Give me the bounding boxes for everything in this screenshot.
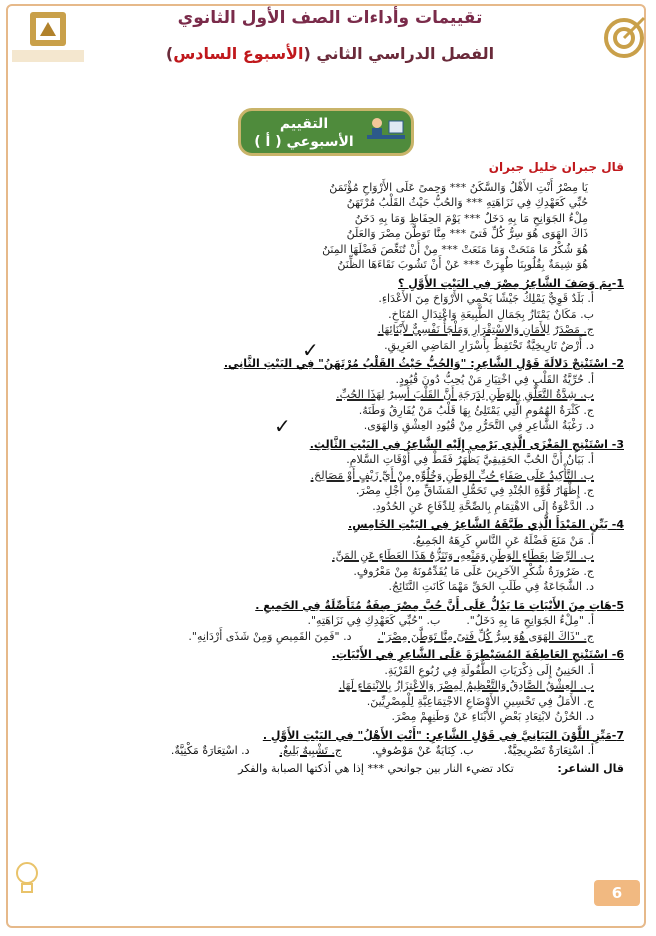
- check-mark-icon: ✓: [274, 414, 291, 438]
- verse-line: هُوَ شِيمَةٌ بِقُلُوبِنَا طُهِرَتْ *** عَنْ أَنْ تَشُوبَ نَقَاءَهَا الظِّنَنُ: [337, 258, 588, 271]
- option: ب. مَكَانٌ يَمْتَازُ بِجَمَالِ الطَّبِيعَةِ وَاعْتِدَالِ المُنَاخِ.: [388, 307, 594, 321]
- closing-quote: قال الشاعر: تكاد تضيء النار بين جوانحي *** إذا هي أذكتها الصبابة والفكر: [238, 761, 624, 775]
- question-7: 7-مَيِّزِ اللَّوْنَ البَيَانِيَّ فِي قَوْلِ الشَّاعِرِ: "أَنْتِ الأَهْلُ" فِي البَيْتِ الأَوَّلِ .: [262, 728, 624, 742]
- option: أ. "مِلْءُ الجَوَانِحِ مَا بِهِ دَخَلٌ".: [466, 614, 594, 627]
- options-row: [14, 629, 624, 645]
- page-header: [0, 0, 656, 90]
- options-row: [14, 613, 624, 629]
- ministry-logo-icon: [8, 6, 88, 68]
- option-selected: ج. مَصْدَرٌ لِلأَمَانِ وَالاسْتِقْرَارِ وَمَلْجَأٌ نَفْسِيٌّ لأَبْنَائِهَا.: [377, 323, 594, 336]
- option-selected: ج. تَشْبِيهٌ بَلِيغٌ.: [279, 744, 342, 757]
- option: د. أَرْضٌ تَارِيخِيَّةٌ تَحْتَفِظُ بِأَسْرَارِ المَاضِي العَرِيقِ.: [384, 338, 594, 352]
- question-5: 5-هَاتِ مِنَ الأَبْيَاتِ مَا يَدُلُّ عَلَى أَنَّ حُبَّ مِصْرَ صِفَةٌ مُتَأَصِّلَةٌ فِي الجَمِيعِ .: [255, 598, 624, 612]
- option: د. "فَمِنَ القَمِيصِ وَمِنْ شَذَى أَرْدَانِهِ".: [188, 629, 352, 643]
- option: ج. إِظْهَارُ قُوَّةِ الجُنْدِ فِي تَحَمُّلِ المَشَاقِّ مِنْ أَجْلِ مِصْرَ.: [355, 484, 594, 497]
- question-1: 1-بِمَ وَصَفَ الشَّاعِرُ مِصْرَ فِي البَيْتِ الأَوَّلِ ؟: [397, 276, 624, 290]
- lightbulb-icon: [14, 860, 40, 900]
- option-selected: ب. التَّأْكِيدُ عَلَى صَفَاءِ حُبِّ الوَطَنِ وَخُلُوِّهِ مِنْ أَيِّ زَيْفٍ أَوْ مَصَالِحَ.: [310, 468, 594, 482]
- option: أ. مَنْ مَنَعَ فَضْلَهُ عَنِ النَّاسِ كَرِهَهُ الجَمِيعُ.: [412, 533, 594, 547]
- desk-student-icon: [363, 113, 409, 153]
- page-number: 6: [594, 880, 640, 906]
- question-6: 6- اسْتَنْتِجِ العَاطِفَةَ المُسَيْطِرَةَ عَلَى الشَّاعِرِ فِي الأَبْيَاتِ.: [331, 648, 624, 661]
- option-selected: ج. "ذَاكَ الهَوَى هُوَ سِرُّ كُلِّ فَتىً مِنَّا تَوَطَّنَ مِصْرَ".: [377, 629, 594, 643]
- option: ج. الأَمَلُ فِي تَحْسِينِ الأَوْضَاعِ الاجْتِمَاعِيَّةِ لِلْمِصْرِيِّينَ.: [366, 694, 594, 708]
- question-2: 2- اسْتَنْتِجْ دَلالَةَ قَوْلِ الشَّاعِرِ: "وَالحُبُّ حَيْثُ القَلْبُ مُرْتَهَنُ" فِي البَيْتِ الثَّانِي.: [223, 357, 624, 370]
- verse-line: يَا مِصْرُ أَنْتِ الأَهْلُ وَالسَّكَنُ *** وَحِمىً عَلَى الأَرْوَاحِ مُؤْتَمَنُ: [329, 180, 588, 194]
- poet-heading: قال جبران خليل جبران: [488, 160, 624, 174]
- option: ب. كِنَايَةٌ عَنْ مَوْصُوفٍ.: [371, 744, 474, 757]
- option: ج. كَثْرَةُ الهُمُومِ الَّتِي يَمْتَلِئُ بِهَا قَلْبُ مَنْ يُفَارِقُ وَطَنَهُ.: [358, 403, 594, 417]
- option: د. رَغْبَةُ الشَّاعِرِ فِي التَّحَرُّرِ مِنْ قُيُودِ العِشْقِ وَالهَوَى.: [363, 419, 594, 432]
- poem: [14, 180, 624, 273]
- option: د. الدَّعْوَةُ إِلَى الاهْتِمَامِ بِالصِّحَّةِ لِلدِّفَاعِ عَنِ الحُدُودِ.: [372, 499, 594, 513]
- worksheet-content: [14, 160, 624, 776]
- options-row: [14, 743, 624, 759]
- option: أ. بَيَانُ أَنَّ الحُبَّ الحَقِيقِيَّ يَظْهَرُ فَقَطْ فِي أَوْقَاتِ السَّلامِ.: [346, 453, 594, 466]
- target-icon: [600, 10, 648, 66]
- option: د. الحُزْنُ لابْتِعَادِ بَعْضِ الأَبْنَاءِ عَنْ وَطَنِهِمْ مِصْرَ.: [391, 710, 594, 723]
- question-3: 3- اسْتَنْتِجِ المَغْزَى الَّذِي يَرْمِي إِلَيْهِ الشَّاعِرُ فِي البَيْتِ الثَّالِثِ.: [309, 437, 624, 451]
- verse-line: ذَاكَ الهَوَى هُوَ سِرُّ كُلِّ فَتىً *** مِنَّا تَوَطَّنَ مِصْرَ وَالعَلَنُ: [346, 227, 588, 240]
- verse-line: مِلْءُ الجَوَانِحِ مَا بِهِ دَخَلٌ *** يَوْمَ الحِفَاظِ وَمَا بِهِ دَخَنُ: [354, 211, 588, 225]
- page-title: تقييمات وأداءات الصف الأول الثانوي: [177, 8, 483, 28]
- option: أ. اسْتِعَارَةٌ تَصْرِيحِيَّةٌ.: [503, 744, 594, 757]
- question-4: 4- بَيِّنِ المَبْدَأَ الَّذِي طَبَّقَهُ الشَّاعِرُ فِي البَيْتِ الخَامِسِ.: [348, 518, 624, 531]
- verse-line: هُوَ شُكْرُ مَا مَنَحَتْ وَمَا مَنَعَتْ *** مِنْ أَنْ تُنَغِّصَ فَضْلَهَا المِنَنُ: [322, 242, 588, 256]
- weekly-assessment-badge: التقييم الأسبوعي ( أ ): [238, 108, 414, 156]
- verse-line: حُبِّي كَعَهْدِكِ فِي نَزَاهَتِهِ *** وَالحُبُّ حَيْثُ القَلْبُ مُرْتَهَنُ: [346, 196, 588, 209]
- option: د. الشَّجَاعَةُ فِي طَلَبِ الحَقِّ مَهْمَا كَانَتِ النَّتَائِجُ.: [388, 580, 594, 593]
- option: أ. حُرِّيَّةُ القَلْبِ فِي اخْتِيَارِ مَنْ يُحِبُّ دُونَ قُيُودٍ.: [395, 372, 594, 386]
- option: أ. الحَنِينُ إِلَى ذِكْرَيَاتِ الطُّفُولَةِ فِي رُبُوعِ القَرْيَةِ.: [384, 663, 594, 677]
- option: أ. بَلَدٌ قَوِيٌّ يَمْلِكُ جَيْشًا يَحْمِي الأَرْوَاحَ مِنَ الأَعْدَاءِ.: [378, 292, 594, 305]
- option: ب. "حُبِّي كَعَهْدِكِ فِي نَزَاهَتِهِ".: [307, 614, 441, 627]
- check-mark-icon: ✓: [302, 338, 319, 362]
- option-selected: ب. شِدَّةُ التَّعَلُّقِ بِالوَطَنِ لِدَرَجَةِ أَنَّ القَلْبَ أَسِيرٌ لِهَذَا الحُبِّ.: [336, 388, 594, 401]
- option-selected: ب. العِشْقُ الصَّادِقُ وَالتَّعْظِيمُ لِمِصْرَ وَالاعْتِزَازُ بِالانْتِمَاءِ لَهَا.: [338, 679, 594, 692]
- week-label: الأسبوع السادس: [173, 44, 304, 63]
- option: ج. ضَرُورَةُ شُكْرِ الآخَرِينَ عَلَى مَا يُقَدِّمُونَهُ مِنْ مَعْرُوفٍ.: [353, 564, 594, 578]
- option: د. اسْتِعَارَةٌ مَكْنِيَّةٌ.: [170, 744, 250, 757]
- option-selected: ب. الرِّضَا بِعَطَاءِ الوَطَنِ وَمَنْعِهِ، وَتَنَزُّهُ هَذَا العَطَاءِ عَنِ المَنِّ.: [332, 549, 594, 562]
- page-subtitle: الفصل الدراسي الثاني (الأسبوع السادس): [165, 44, 495, 63]
